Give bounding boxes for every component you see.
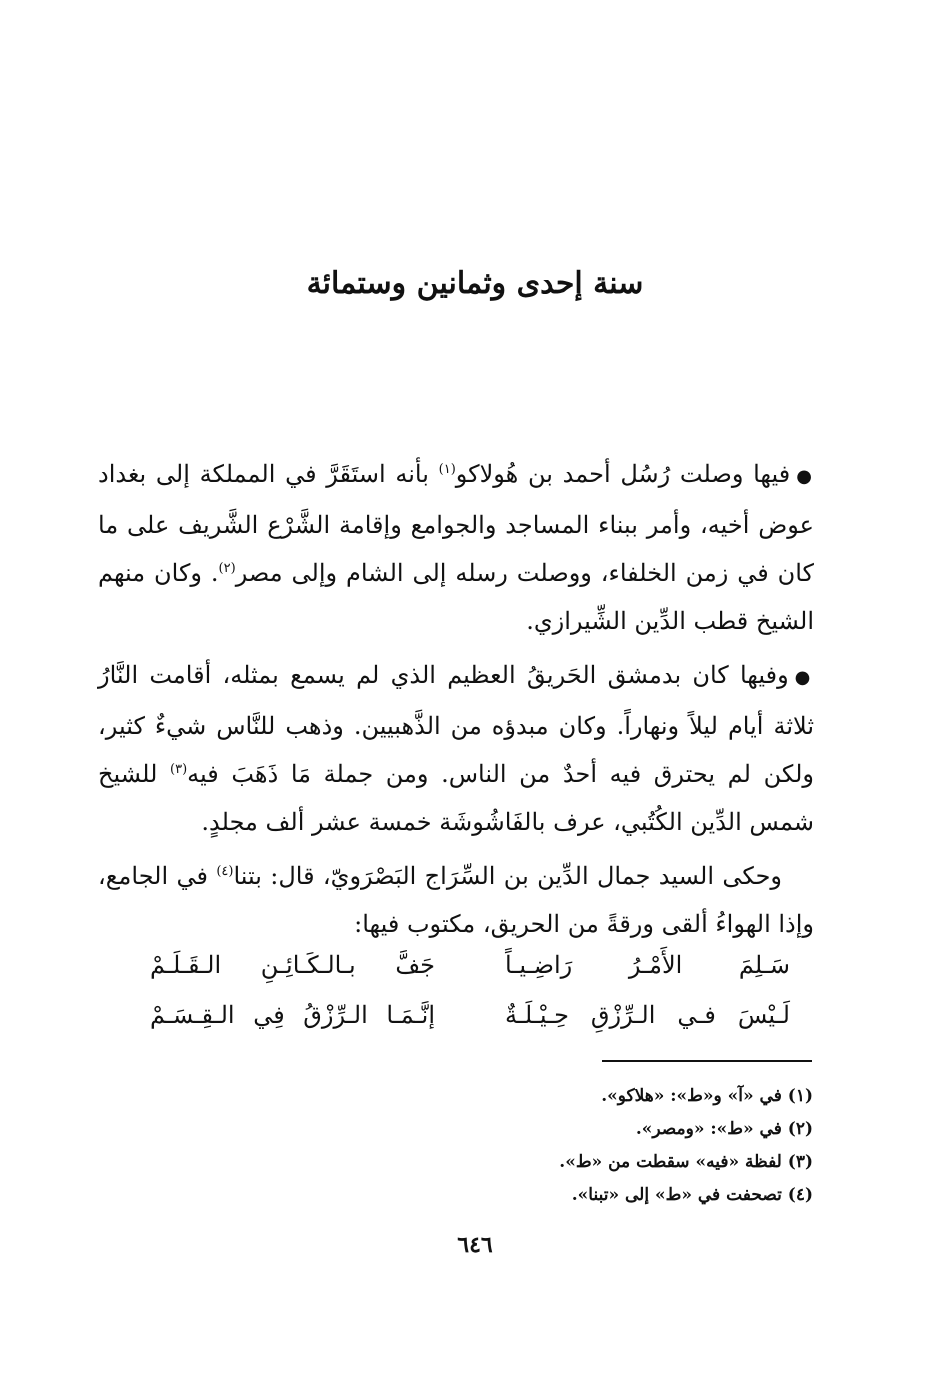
footnote-ref-4: (٤): [216, 864, 234, 879]
poem-first-hemistich: لَـيْسَ فـي الـرِّزْقِ حِـيْـلَـةٌ: [505, 1001, 790, 1029]
paragraph-3: [98, 852, 814, 948]
footnote-4: (٤) تصحفت في «ط» إلى «تبنا».: [571, 1185, 813, 1205]
footnote-ref-1: (١): [438, 462, 456, 477]
page-number: ٦٤٦: [457, 1232, 493, 1258]
page-title: سنة إحدى وثمانين وستمائة: [306, 266, 644, 301]
footnote-3: (٣) لفظة «فيه» سقطت من «ط».: [559, 1152, 813, 1172]
bullet-icon: ●: [796, 466, 814, 487]
paragraph-2: [98, 651, 814, 846]
poem-verse: [150, 990, 790, 1040]
paragraph-1-text-a: فيها وصلت رُسُل أحمد بن هُولاكو: [455, 460, 791, 488]
paragraph-1-text-b: بأنه استَقَرَّ في المملكة إلى بغداد عوض أخيه، وأمر ببناء المساجد والجوامع وإقامة الشَّرْع الشَّريف على ما كان في زمن الخلفاء، ووصلت رسله إلى الشام وإلى مصر: [98, 460, 814, 587]
poem-second-hemistich: إنَّـمَـا الـرِّزْقُ فِي الـقِـسَـمْ: [150, 1001, 435, 1029]
footnote-ref-3: (٣): [170, 762, 188, 777]
poem-second-hemistich: جَفَّ بـالـكَـائِـنِ الـقَـلَـمْ: [150, 951, 435, 979]
paragraph-2-text-b: للشيخ شمس الدِّين الكُتُبي، عرف بالفَاشُوشَة خمسة عشر ألف مجلدٍ.: [98, 760, 814, 836]
poem-first-hemistich: سَـلِمَ الأَمْـرُ رَاضِـيـاً: [505, 951, 790, 979]
main-text: [98, 450, 814, 954]
paragraph-2-text-a: وفيها كان بدمشق الحَريقُ العظيم الذي لم يسمع بمثله، أقامت النَّارُ ثلاثة أيام ليلاً ونهاراً. وكان مبدؤه من الذَّهبيين. وذهب للنَّاس شيءٌ كثير، ولكن لم يحترق فيه أحدٌ من الناس. ومن جملة مَا ذَهَبَ فيه: [98, 661, 815, 788]
bullet-icon: ●: [794, 667, 814, 688]
poem-verse: [150, 940, 790, 990]
footnote-1: (١) في «آ» و«ط»: «هلاكو».: [601, 1086, 813, 1106]
footnote-2: (٢) في «ط»: «ومصر».: [635, 1119, 813, 1139]
paragraph-1: [98, 450, 814, 645]
paragraph-3-text-a: وحكى السيد جمال الدِّين بن السِّرَاج البَصْرَويّ، قال: بتنا: [233, 862, 783, 890]
paragraph-1-text-c: . وكان منهم الشيخ قطب الدِّين الشِّيرازي.: [98, 559, 814, 635]
poem: [150, 940, 790, 1040]
footnote-ref-2: (٢): [218, 561, 236, 576]
footnotes: [300, 1080, 813, 1212]
paragraph-3-text-b: في الجامع، وإذا الهواءُ ألقى ورقةً من الحريق، مكتوب فيها:: [98, 862, 814, 938]
footnote-divider: [602, 1060, 812, 1062]
